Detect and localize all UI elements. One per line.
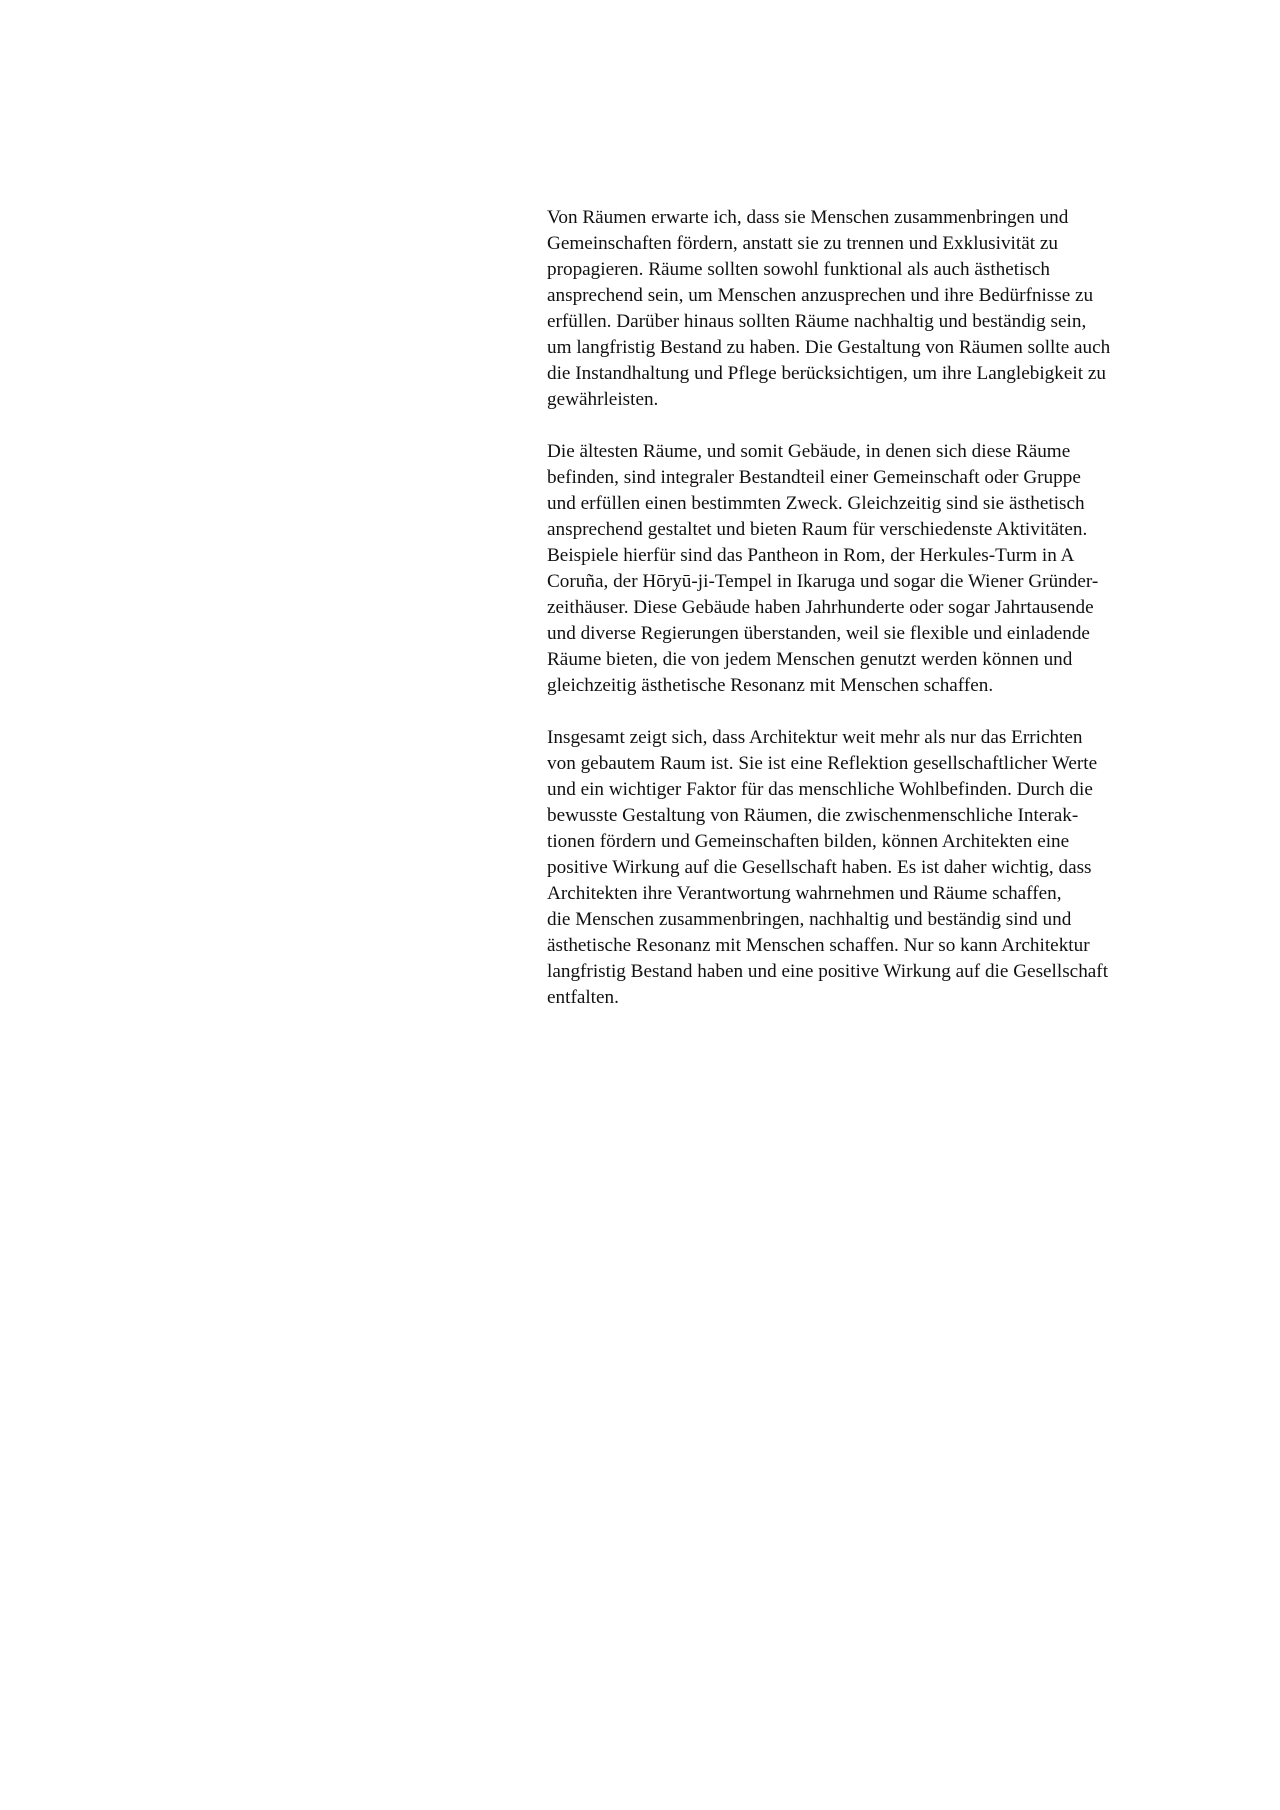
text-line: ansprechend sein, um Menschen anzusprechen und ihre Bedürfnisse zu — [547, 285, 1094, 306]
text-line: positive Wirkung auf die Gesellschaft haben. Es ist daher wichtig, dass — [547, 857, 1092, 878]
text-line: langfristig Bestand haben und eine positive Wirkung auf die Gesellschaft — [547, 961, 1109, 982]
text-line: und ein wichtiger Faktor für das menschliche Wohlbefinden. Durch die — [547, 779, 1093, 800]
paragraph-3 — [547, 725, 1167, 1011]
text-line: tionen fördern und Gemeinschaften bilden, können Architekten eine — [547, 831, 1070, 852]
text-line: bewusste Gestaltung von Räumen, die zwischenmenschliche Interak- — [547, 805, 1079, 826]
text-line: Insgesamt zeigt sich, dass Architektur weit mehr als nur das Errichten — [547, 727, 1083, 748]
text-line: ästhetische Resonanz mit Menschen schaffen. Nur so kann Architektur — [547, 935, 1090, 956]
paragraph-2 — [547, 439, 1167, 699]
text-line: Räume bieten, die von jedem Menschen genutzt werden können und — [547, 649, 1073, 670]
text-line: ansprechend gestaltet und bieten Raum für verschiedenste Aktivitäten. — [547, 519, 1088, 540]
paragraph-1 — [547, 205, 1167, 413]
text-line: Gemeinschaften fördern, anstatt sie zu trennen und Exklusivität zu — [547, 233, 1058, 254]
body-text-column — [547, 205, 1167, 1037]
text-line: gewährleisten. — [547, 389, 659, 410]
text-line: und diverse Regierungen überstanden, weil sie flexible und einladende — [547, 623, 1090, 644]
text-line: die Menschen zusammenbringen, nachhaltig und beständig sind und — [547, 909, 1072, 930]
text-line: um langfristig Bestand zu haben. Die Gestaltung von Räumen sollte auch — [547, 337, 1111, 358]
text-line: entfalten. — [547, 987, 619, 1008]
text-line: Die ältesten Räume, und somit Gebäude, in denen sich diese Räume — [547, 441, 1071, 462]
text-line: Architekten ihre Verantwortung wahrnehmen und Räume schaffen, — [547, 883, 1062, 904]
text-line: Beispiele hierfür sind das Pantheon in Rom, der Herkules-Turm in A — [547, 545, 1075, 566]
text-line: von gebautem Raum ist. Sie ist eine Reflektion gesellschaftlicher Werte — [547, 753, 1098, 774]
text-line: die Instandhaltung und Pflege berücksichtigen, um ihre Langlebigkeit zu — [547, 363, 1106, 384]
text-line: und erfüllen einen bestimmten Zweck. Gleichzeitig sind sie ästhetisch — [547, 493, 1085, 514]
text-line: Coruña, der Hōryū-ji-Tempel in Ikaruga und sogar die Wiener Gründer- — [547, 571, 1099, 592]
text-line: Von Räumen erwarte ich, dass sie Menschen zusammenbringen und — [547, 207, 1069, 228]
text-line: zeithäuser. Diese Gebäude haben Jahrhunderte oder sogar Jahrtausende — [547, 597, 1094, 618]
text-line: befinden, sind integraler Bestandteil einer Gemeinschaft oder Gruppe — [547, 467, 1081, 488]
text-line: erfüllen. Darüber hinaus sollten Räume nachhaltig und beständig sein, — [547, 311, 1087, 332]
text-line: propagieren. Räume sollten sowohl funktional als auch ästhetisch — [547, 259, 1051, 280]
text-line: gleichzeitig ästhetische Resonanz mit Menschen schaffen. — [547, 675, 994, 696]
